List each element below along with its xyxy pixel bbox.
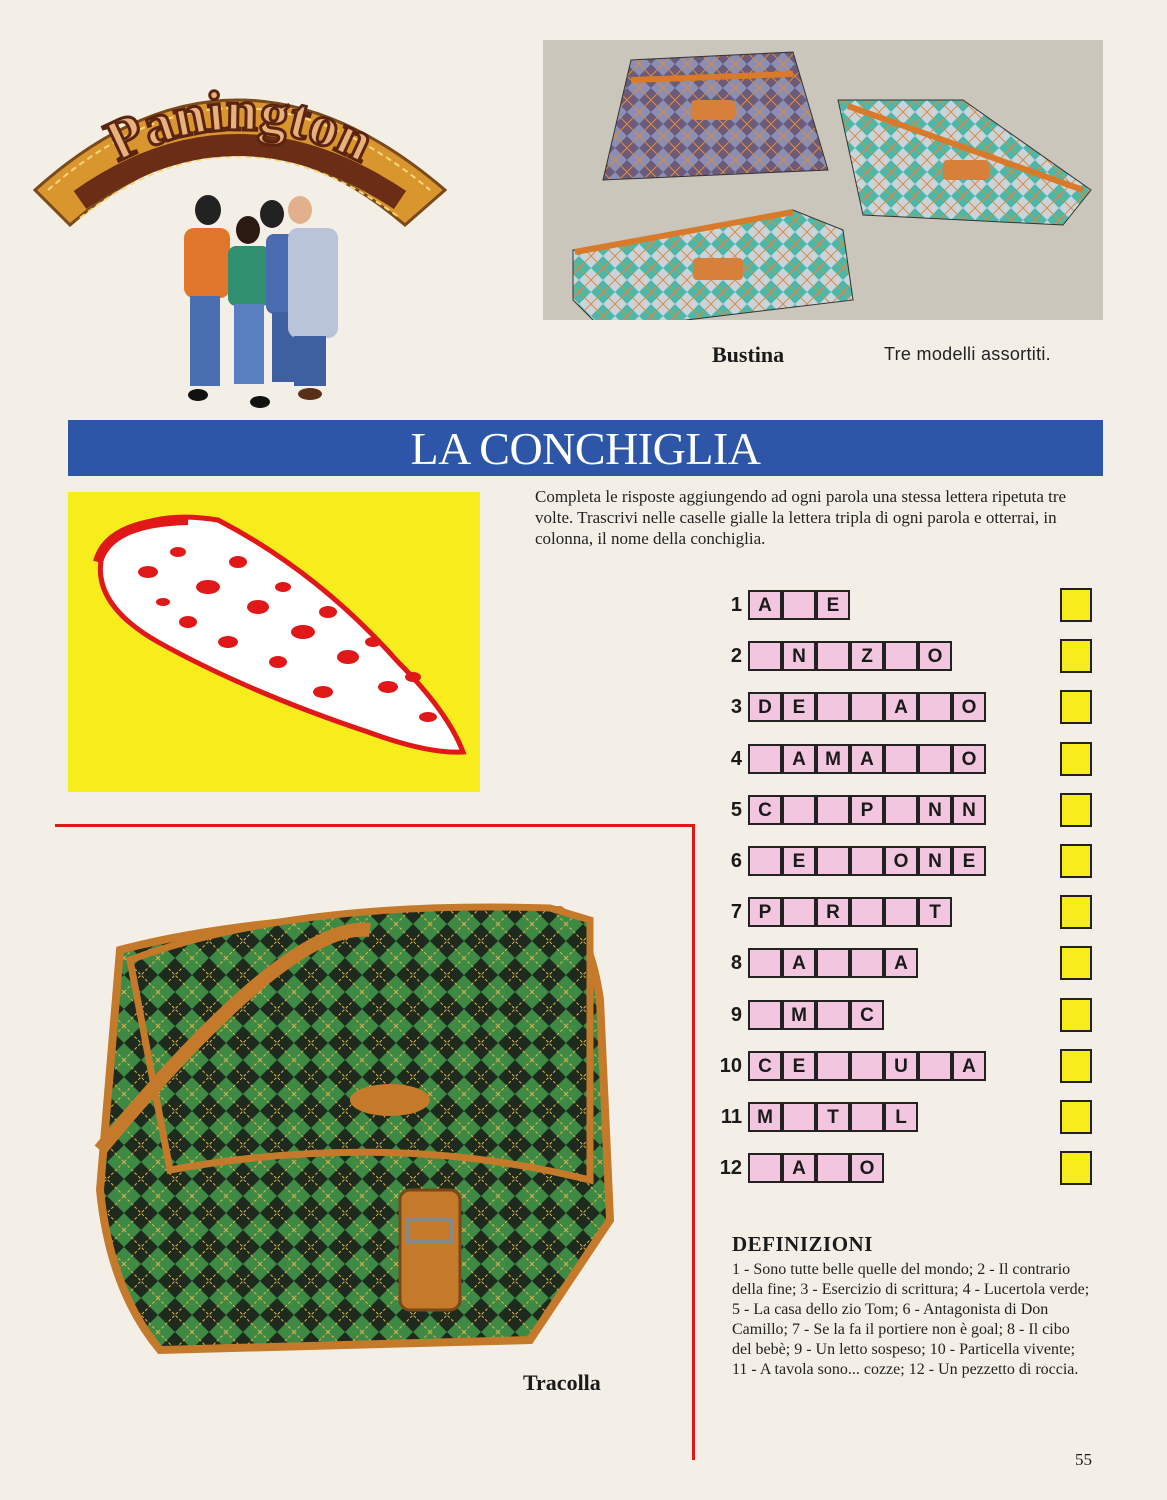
puzzle-cell[interactable]: A bbox=[884, 692, 918, 722]
bustina-description: Tre modelli assortiti. bbox=[884, 344, 1051, 364]
puzzle-cell[interactable]: N bbox=[918, 846, 952, 876]
instructions-text: Completa le risposte aggiungendo ad ogni parola una stessa lettera ripetuta tre volte. Trascrivi nelle caselle gialle la lettera tripla di ogni parola e otterrai, in colonna, il nome della conchiglia. bbox=[535, 487, 1067, 548]
puzzle-cell[interactable] bbox=[850, 948, 884, 978]
puzzle-cell[interactable]: P bbox=[748, 897, 782, 927]
puzzle-cell[interactable] bbox=[748, 641, 782, 671]
puzzle-cell[interactable] bbox=[748, 846, 782, 876]
answer-yellow-box[interactable] bbox=[1060, 742, 1092, 776]
puzzle-cell[interactable]: E bbox=[782, 1051, 816, 1081]
puzzle-cell[interactable]: N bbox=[952, 795, 986, 825]
puzzle-cell[interactable]: E bbox=[782, 846, 816, 876]
answer-yellow-box[interactable] bbox=[1060, 793, 1092, 827]
puzzle-row-number: 6 bbox=[730, 850, 742, 872]
puzzle-cell[interactable] bbox=[884, 897, 918, 927]
puzzle-cell[interactable] bbox=[918, 692, 952, 722]
puzzle-cell[interactable]: U bbox=[884, 1051, 918, 1081]
puzzle-cell[interactable] bbox=[918, 744, 952, 774]
puzzle-cell[interactable] bbox=[918, 1051, 952, 1081]
answer-yellow-box[interactable] bbox=[1060, 1100, 1092, 1134]
puzzle-cell[interactable]: T bbox=[918, 897, 952, 927]
puzzle-cell[interactable] bbox=[884, 744, 918, 774]
puzzle-cell[interactable] bbox=[782, 897, 816, 927]
puzzle-cell[interactable]: M bbox=[782, 1000, 816, 1030]
pouches-photo bbox=[543, 40, 1103, 320]
puzzle-cell[interactable] bbox=[748, 1153, 782, 1183]
puzzle-row-number: 9 bbox=[730, 1003, 742, 1026]
puzzle-row bbox=[720, 1051, 1100, 1083]
puzzle-cell[interactable] bbox=[850, 1102, 884, 1132]
puzzle-cell[interactable]: C bbox=[748, 795, 782, 825]
puzzle-row-number: 2 bbox=[730, 645, 742, 668]
tracolla-caption: Tracolla bbox=[523, 1370, 601, 1395]
puzzle-cell[interactable]: A bbox=[782, 744, 816, 774]
puzzle-row bbox=[720, 1153, 1100, 1185]
puzzle-cell[interactable]: C bbox=[748, 1051, 782, 1081]
puzzle-cell[interactable] bbox=[816, 1153, 850, 1183]
puzzle-cell[interactable]: N bbox=[918, 795, 952, 825]
puzzle-cell[interactable] bbox=[816, 846, 850, 876]
puzzle-row bbox=[720, 948, 1100, 980]
bustina-caption: Bustina bbox=[712, 342, 785, 367]
puzzle-cell[interactable]: D bbox=[748, 692, 782, 722]
puzzle-cell[interactable]: Z bbox=[850, 641, 884, 671]
puzzle-cell[interactable]: E bbox=[952, 846, 986, 876]
puzzle-row-number: 5 bbox=[730, 798, 742, 821]
puzzle-cell[interactable]: O bbox=[952, 692, 986, 722]
puzzle-cell[interactable]: T bbox=[816, 1102, 850, 1132]
puzzle-row bbox=[720, 590, 1100, 622]
puzzle-cell[interactable]: A bbox=[748, 590, 782, 620]
definitions-title: DEFINIZIONI bbox=[732, 1232, 873, 1256]
puzzle-row-number: 3 bbox=[730, 696, 742, 719]
puzzle-cell[interactable] bbox=[816, 1051, 850, 1081]
puzzle-cell[interactable]: A bbox=[850, 744, 884, 774]
group-illustration bbox=[170, 190, 350, 420]
puzzle-cell[interactable] bbox=[748, 948, 782, 978]
puzzle-cell[interactable] bbox=[816, 795, 850, 825]
puzzle-cell[interactable] bbox=[816, 641, 850, 671]
puzzle-cell[interactable]: R bbox=[816, 897, 850, 927]
answer-yellow-box[interactable] bbox=[1060, 895, 1092, 929]
puzzle-row-number: 8 bbox=[730, 952, 742, 975]
puzzle-cell[interactable] bbox=[850, 1051, 884, 1081]
puzzle-row bbox=[720, 846, 1100, 878]
puzzle-cell[interactable]: O bbox=[884, 846, 918, 876]
puzzle-cell[interactable]: N bbox=[782, 641, 816, 671]
answer-yellow-box[interactable] bbox=[1060, 1151, 1092, 1185]
puzzle-cell[interactable]: O bbox=[850, 1153, 884, 1183]
puzzle-cell[interactable]: L bbox=[884, 1102, 918, 1132]
title-band bbox=[68, 420, 1103, 476]
puzzle-cell[interactable] bbox=[748, 1000, 782, 1030]
puzzle-row-number: 11 bbox=[720, 1106, 742, 1128]
puzzle-row bbox=[720, 795, 1100, 827]
puzzle-row bbox=[720, 897, 1100, 929]
page-number: 55 bbox=[1075, 1450, 1092, 1469]
answer-yellow-box[interactable] bbox=[1060, 998, 1092, 1032]
puzzle-cell[interactable] bbox=[816, 692, 850, 722]
answer-yellow-box[interactable] bbox=[1060, 1049, 1092, 1083]
puzzle-row bbox=[720, 1000, 1100, 1032]
puzzle-cell[interactable]: E bbox=[782, 692, 816, 722]
answer-yellow-box[interactable] bbox=[1060, 639, 1092, 673]
puzzle-row bbox=[720, 641, 1100, 673]
puzzle-cell[interactable]: M bbox=[816, 744, 850, 774]
puzzle-cell[interactable] bbox=[782, 1102, 816, 1132]
puzzle-cell[interactable] bbox=[884, 641, 918, 671]
puzzle-row-number: 4 bbox=[730, 747, 742, 770]
puzzle-row-number: 1 bbox=[730, 594, 742, 616]
puzzle-cell[interactable]: C bbox=[850, 1000, 884, 1030]
frame-line-right bbox=[692, 824, 695, 1460]
puzzle-cell[interactable] bbox=[884, 795, 918, 825]
puzzle-cell[interactable] bbox=[782, 795, 816, 825]
logo-text: Panington bbox=[95, 77, 384, 175]
puzzle-row-number: 10 bbox=[719, 1054, 742, 1077]
puzzle-cell[interactable] bbox=[782, 590, 816, 620]
puzzle-cell[interactable] bbox=[816, 948, 850, 978]
puzzle-cell[interactable] bbox=[816, 1000, 850, 1030]
puzzle-cell[interactable]: P bbox=[850, 795, 884, 825]
puzzle-row bbox=[720, 692, 1100, 724]
puzzle-cell[interactable]: E bbox=[816, 590, 850, 620]
puzzle-cell[interactable] bbox=[850, 692, 884, 722]
puzzle-row bbox=[720, 1102, 1100, 1134]
puzzle-row bbox=[720, 744, 1100, 776]
puzzle-row-number: 12 bbox=[719, 1157, 742, 1180]
puzzle-cell[interactable]: M bbox=[748, 1102, 782, 1132]
puzzle-cell[interactable]: A bbox=[952, 1051, 986, 1081]
answer-yellow-box[interactable] bbox=[1060, 844, 1092, 878]
shell-illustration bbox=[68, 492, 480, 792]
puzzle-cell[interactable]: O bbox=[952, 744, 986, 774]
puzzle-cell[interactable]: A bbox=[782, 1153, 816, 1183]
puzzle-cell[interactable] bbox=[850, 897, 884, 927]
puzzle-cell[interactable] bbox=[850, 846, 884, 876]
page-title: LA CONCHIGLIA bbox=[410, 422, 761, 474]
shoulder-bag-photo bbox=[90, 890, 630, 1360]
puzzle-cell[interactable]: A bbox=[782, 948, 816, 978]
answer-yellow-box[interactable] bbox=[1060, 946, 1092, 980]
puzzle-cell[interactable]: A bbox=[884, 948, 918, 978]
puzzle-cell[interactable] bbox=[748, 744, 782, 774]
puzzle-cell[interactable]: O bbox=[918, 641, 952, 671]
frame-line-top bbox=[55, 824, 695, 827]
answer-yellow-box[interactable] bbox=[1060, 588, 1092, 622]
definitions-text: 1 - Sono tutte belle quelle del mondo; 2 - Il contrario della fine; 3 - Esercizio di scrittura; 4 - Lucertola verde; 5 - La casa dello zio Tom; 6 - Antagonista di Don Camillo; 7 - Se la fa il portiere non è goal; 8 - Il cibo del bebè; 9 - Un letto sospeso; 10 - Particella vivente; 11 - A tavola sono... cozze; 12 - Un pezzetto di roccia. bbox=[732, 1261, 1090, 1378]
puzzle-row-number: 7 bbox=[730, 901, 742, 924]
answer-yellow-box[interactable] bbox=[1060, 690, 1092, 724]
